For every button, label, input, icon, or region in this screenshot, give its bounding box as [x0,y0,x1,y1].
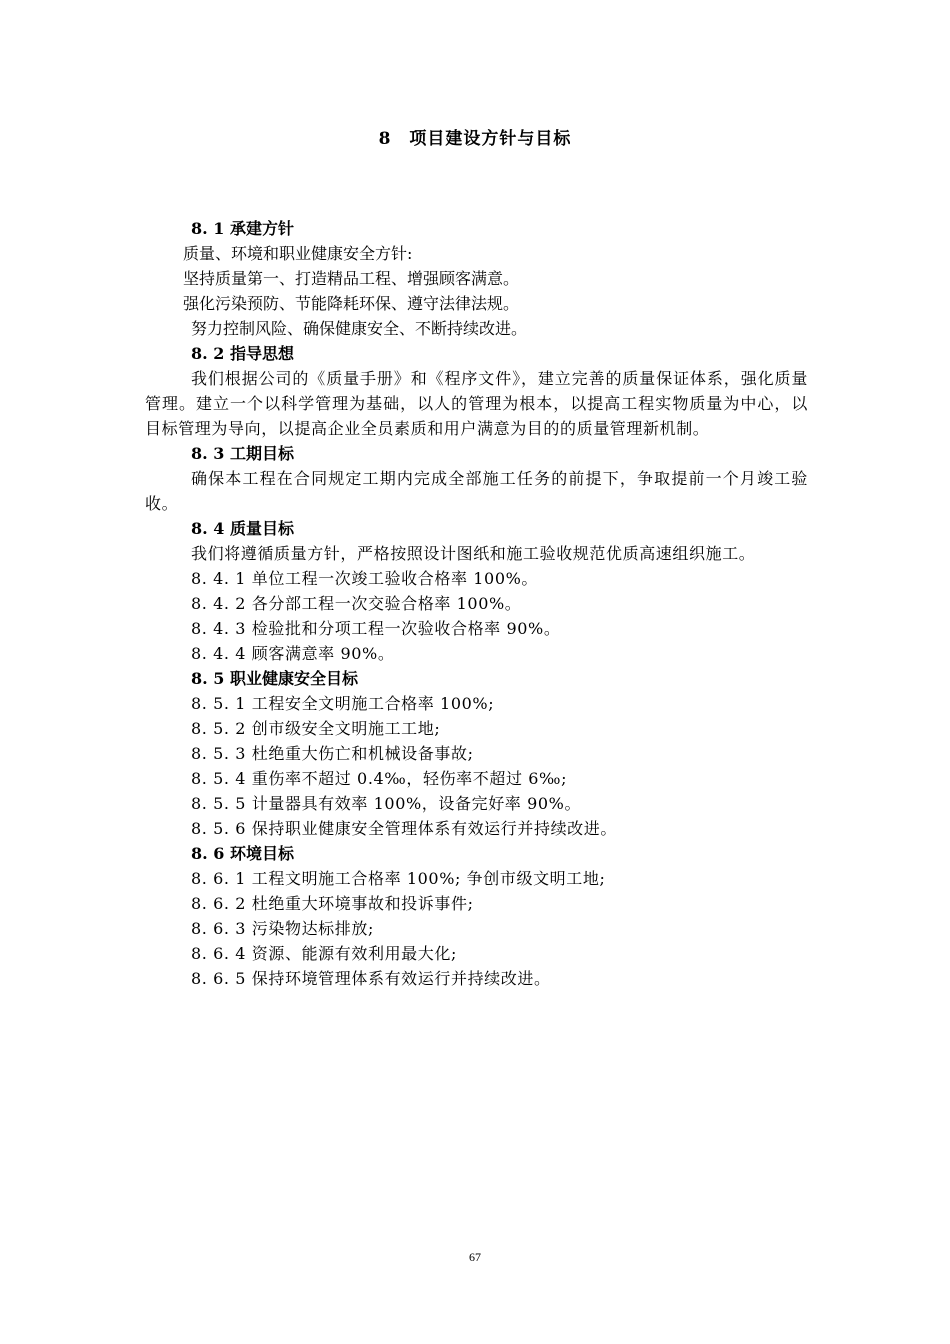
section-heading-8-1: 8. 1 承建方针 [191,219,294,238]
safety-goal-item: 8. 5. 2 创市级安全文明施工工地; [191,719,441,738]
policy-line: 强化污染预防、节能降耗环保、遵守法律法规。 [183,294,520,313]
document-body [145,216,808,991]
environment-goal-item: 8. 6. 3 污染物达标排放; [191,919,374,938]
quality-goal-item: 8. 4. 4 顾客满意率 90%。 [191,644,395,663]
safety-goal-item: 8. 5. 5 计量器具有效率 100%，设备完好率 90%。 [191,794,582,813]
section-heading-8-3: 8. 3 工期目标 [191,444,294,463]
environment-goal-item: 8. 6. 1 工程文明施工合格率 100%; 争创市级文明工地; [191,869,606,888]
environment-goal-item: 8. 6. 5 保持环境管理体系有效运行并持续改进。 [191,969,551,988]
safety-goal-item: 8. 5. 3 杜绝重大伤亡和机械设备事故; [191,744,474,763]
quality-goal-item: 8. 4. 3 检验批和分项工程一次验收合格率 90%。 [191,619,561,638]
guiding-idea-paragraph: 我们根据公司的《质量手册》和《程序文件》，建立完善的质量保证体系，强化质量管理。建立一个以科学管理为基础，以人的管理为根本，以提高工程实物质量为中心，以目标管理为导向，以提高企业全员素质和用户满意为目的的质量管理新机制。 [145,369,808,438]
policy-line: 坚持质量第一、打造精品工程、增强顾客满意。 [183,269,520,288]
quality-goal-item: 8. 4. 2 各分部工程一次交验合格率 100%。 [191,594,522,613]
quality-goal-item: 8. 4. 1 单位工程一次竣工验收合格率 100%。 [191,569,538,588]
environment-goal-item: 8. 6. 4 资源、能源有效利用最大化; [191,944,457,963]
section-heading-8-2: 8. 2 指导思想 [191,344,294,363]
environment-goal-item: 8. 6. 2 杜绝重大环境事故和投诉事件; [191,894,474,913]
section-heading-8-6: 8. 6 环境目标 [191,844,294,863]
page-number: 67 [469,1250,481,1264]
chapter-title: 项目建设方针与目标 [409,129,572,149]
policy-line: 努力控制风险、确保健康安全、不断持续改进。 [191,319,528,338]
schedule-goal-paragraph: 确保本工程在合同规定工期内完成全部施工任务的前提下，争取提前一个月竣工验收。 [145,469,808,513]
safety-goal-item: 8. 5. 1 工程安全文明施工合格率 100%; [191,694,495,713]
chapter-number: 8 [378,129,392,149]
safety-goal-item: 8. 5. 6 保持职业健康安全管理体系有效运行并持续改进。 [191,819,617,838]
section-heading-8-4: 8. 4 质量目标 [191,519,294,538]
safety-goal-item: 8. 5. 4 重伤率不超过 0.4‰，轻伤率不超过 6‰; [191,769,568,788]
page-title [0,124,950,149]
section-heading-8-5: 8. 5 职业健康安全目标 [191,669,358,688]
policy-line: 质量、环境和职业健康安全方针: [183,244,413,263]
quality-goal-paragraph: 我们将遵循质量方针，严格按照设计图纸和施工验收规范优质高速组织施工。 [191,544,756,563]
